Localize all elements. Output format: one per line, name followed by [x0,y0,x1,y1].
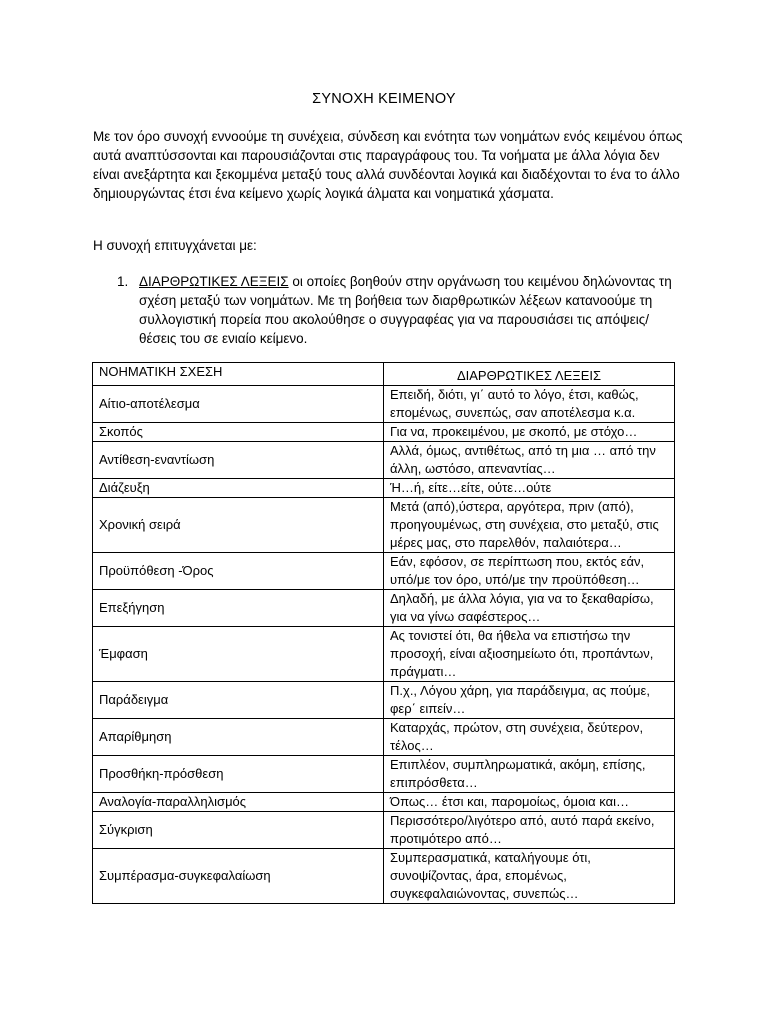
connectives-cell: Εάν, εφόσον, σε περίπτωση που, εκτός εάν, υπό/με τον όρο, υπό/με την προϋπόθεση… [384,553,675,590]
list-keyword: ΔΙΑΡΘΡΩΤΙΚΕΣ ΛΕΞΕΙΣ [139,274,289,289]
relation-cell: Σύγκριση [93,812,384,849]
connectives-cell: Ας τονιστεί ότι, θα ήθελα να επιστήσω την προσοχή, είναι αξιοσημείωτο ότι, προπάντων, πράγματι… [384,627,675,682]
table-body [93,386,675,904]
connectives-cell: Μετά (από),ύστερα, αργότερα, πριν (από), προηγουμένως, στη συνέχεια, στο μεταξύ, στις μέρες μας, στο παρελθόν, παλαιότερα… [384,498,675,553]
table-row [93,498,675,553]
relation-cell: Διάζευξη [93,479,384,498]
table-row [93,479,675,498]
header-relation: ΝΟΗΜΑΤΙΚΗ ΣΧΕΣΗ [93,363,384,386]
table-row [93,719,675,756]
relation-cell: Απαρίθμηση [93,719,384,756]
connectives-table [92,362,675,904]
table-row [93,627,675,682]
table-row [93,793,675,812]
relation-cell: Προϋπόθεση -Όρος [93,553,384,590]
header-words: ΔΙΑΡΘΡΩΤΙΚΕΣ ΛΕΞΕΙΣ [384,363,675,386]
list-number: 1. [117,274,129,289]
document-title: ΣΥΝΟΧΗ ΚΕΙΜΕΝΟΥ [312,91,456,107]
intro-paragraph: Με τον όρο συνοχή εννοούμε τη συνέχεια, σύνδεση και ενότητα των νοημάτων ενός κειμένου όπως αυτά αναπτύσσονται και παρουσιάζονται στις παραγράφους του. Τα νοήματα με άλλα λόγια δεν είναι ανεξάρτητα και ξεκομμένα μεταξύ τους αλλά συνδέονται λογικά και διαδέχονται το ένα το άλλο δημιουργώντας έτσι ένα κείμενο χωρίς λογικά άλματα και νοηματικά χάσματα. [93,129,683,201]
list-item [118,272,678,348]
connectives-cell: Επειδή, διότι, γι΄ αυτό το λόγο, έτσι, καθώς, επομένως, συνεπώς, σαν αποτέλεσμα κ.α. [384,386,675,423]
table-row [93,682,675,719]
table-header-row [93,363,675,386]
relation-cell: Συμπέρασμα-συγκεφαλαίωση [93,849,384,904]
relation-cell: Χρονική σειρά [93,498,384,553]
cohesion-subheading: Η συνοχή επιτυγχάνεται με: [93,238,257,253]
relation-cell: Αναλογία-παραλληλισμός [93,793,384,812]
table-row [93,756,675,793]
list-item-text: οι οποίες βοηθούν στην οργάνωση του κειμένου δηλώνοντας τη σχέση μεταξύ των νοημάτων. Με τη βοήθεια των διαρθρωτικών λέξεων κατανοούμε τη συλλογιστική πορεία που ακολούθησε ο συγγραφέας για να παρουσιάσει τις απόψεις/θέσεις του σε ενιαίο κείμενο. [139,274,672,346]
table-row [93,553,675,590]
table-row [93,442,675,479]
relation-cell: Σκοπός [93,423,384,442]
connectives-cell: Συμπερασματικά, καταλήγουμε ότι, συνοψίζοντας, άρα, επομένως, συγκεφαλαιώνοντας, συνεπώς… [384,849,675,904]
relation-cell: Προσθήκη-πρόσθεση [93,756,384,793]
connectives-cell: Π.χ., Λόγου χάρη, για παράδειγμα, ας πούμε, φερ΄ ειπείν… [384,682,675,719]
connectives-cell: Όπως… έτσι και, παρομοίως, όμοια και… [384,793,675,812]
connectives-cell: Αλλά, όμως, αντιθέτως, από τη μια … από την άλλη, ωστόσο, απεναντίας… [384,442,675,479]
table-row [93,423,675,442]
relation-cell: Παράδειγμα [93,682,384,719]
relation-cell: Αίτιο-αποτέλεσμα [93,386,384,423]
table-row [93,590,675,627]
connectives-cell: Καταρχάς, πρώτον, στη συνέχεια, δεύτερον, τέλος… [384,719,675,756]
relation-cell: Αντίθεση-εναντίωση [93,442,384,479]
table-row [93,849,675,904]
connectives-cell: Για να, προκειμένου, με σκοπό, με στόχο… [384,423,675,442]
list-item-body [139,272,678,348]
relation-cell: Επεξήγηση [93,590,384,627]
table-row [93,386,675,423]
connectives-cell: Δηλαδή, με άλλα λόγια, για να το ξεκαθαρίσω, για να γίνω σαφέστερος… [384,590,675,627]
connectives-cell: Ή…ή, είτε…είτε, ούτε…ούτε [384,479,675,498]
connectives-cell: Επιπλέον, συμπληρωματικά, ακόμη, επίσης, επιπρόσθετα… [384,756,675,793]
table-row [93,812,675,849]
relation-cell: Έμφαση [93,627,384,682]
connectives-cell: Περισσότερο/λιγότερο από, αυτό παρά εκείνο, προτιμότερο από… [384,812,675,849]
